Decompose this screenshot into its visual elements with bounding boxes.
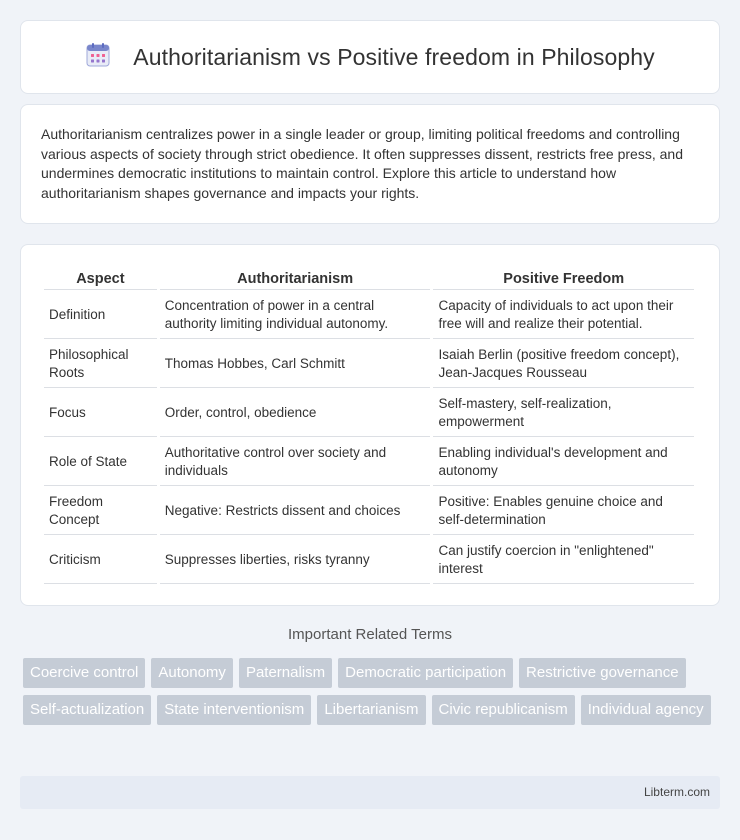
cell-aspect: Freedom Concept <box>44 488 157 535</box>
term-tag[interactable]: Autonomy <box>151 658 233 688</box>
cell-authoritarianism: Order, control, obedience <box>160 390 431 437</box>
cell-positive-freedom: Enabling individual's development and autonomy <box>433 439 694 486</box>
cell-positive-freedom: Self-mastery, self-realization, empowerment <box>433 390 694 437</box>
cell-positive-freedom: Positive: Enables genuine choice and self-determination <box>433 488 694 535</box>
term-tag[interactable]: Democratic participation <box>338 658 513 688</box>
cell-aspect: Definition <box>44 292 157 339</box>
table-row <box>44 390 694 437</box>
title-card <box>20 20 720 94</box>
related-terms-heading: Important Related Terms <box>288 626 452 643</box>
cell-positive-freedom: Can justify coercion in "enlightened" interest <box>433 537 694 584</box>
cell-authoritarianism: Authoritative control over society and individuals <box>160 439 431 486</box>
header-positive-freedom: Positive Freedom <box>433 267 694 290</box>
related-terms-list <box>23 658 723 732</box>
comparison-table-card <box>20 244 720 606</box>
intro-text: Authoritarianism centralizes power in a single leader or group, limiting political freedoms and controlling various aspects of society through strict obedience. It often suppresses dissent, restricts free press, and undermines democratic institutions to maintain control. Explore this article to understand how authoritarianism shapes governance and impacts your rights. <box>41 126 683 201</box>
term-tag[interactable]: Self-actualization <box>23 695 151 725</box>
table-row <box>44 292 694 339</box>
table-row <box>44 439 694 486</box>
cell-authoritarianism: Negative: Restricts dissent and choices <box>160 488 431 535</box>
table-row <box>44 341 694 388</box>
cell-aspect: Criticism <box>44 537 157 584</box>
term-tag[interactable]: Coercive control <box>23 658 145 688</box>
footer <box>20 776 720 809</box>
cell-authoritarianism: Thomas Hobbes, Carl Schmitt <box>160 341 431 388</box>
page-title: Authoritarianism vs Positive freedom in Philosophy <box>133 43 655 70</box>
table-row <box>44 488 694 535</box>
footer-site-link[interactable]: Libterm.com <box>643 785 710 799</box>
term-tag[interactable]: State interventionism <box>157 695 311 725</box>
term-tag[interactable]: Restrictive governance <box>519 658 686 688</box>
header-aspect: Aspect <box>44 267 157 290</box>
term-tag[interactable]: Paternalism <box>239 658 332 688</box>
term-tag[interactable]: Civic republicanism <box>432 695 575 725</box>
cell-aspect: Focus <box>44 390 157 437</box>
term-tag[interactable]: Individual agency <box>581 695 711 725</box>
intro-card <box>20 104 720 224</box>
cell-aspect: Philosophical Roots <box>44 341 157 388</box>
header-authoritarianism: Authoritarianism <box>160 267 431 290</box>
table-row <box>44 537 694 584</box>
cell-authoritarianism: Concentration of power in a central authority limiting individual autonomy. <box>160 292 431 339</box>
cell-positive-freedom: Isaiah Berlin (positive freedom concept), Jean-Jacques Rousseau <box>433 341 694 388</box>
cell-authoritarianism: Suppresses liberties, risks tyranny <box>160 537 431 584</box>
cell-aspect: Role of State <box>44 439 157 486</box>
term-tag[interactable]: Libertarianism <box>317 695 425 725</box>
table-header-row <box>44 267 694 290</box>
calendar-icon <box>85 42 111 68</box>
comparison-table <box>41 265 697 586</box>
cell-positive-freedom: Capacity of individuals to act upon their free will and realize their potential. <box>433 292 694 339</box>
